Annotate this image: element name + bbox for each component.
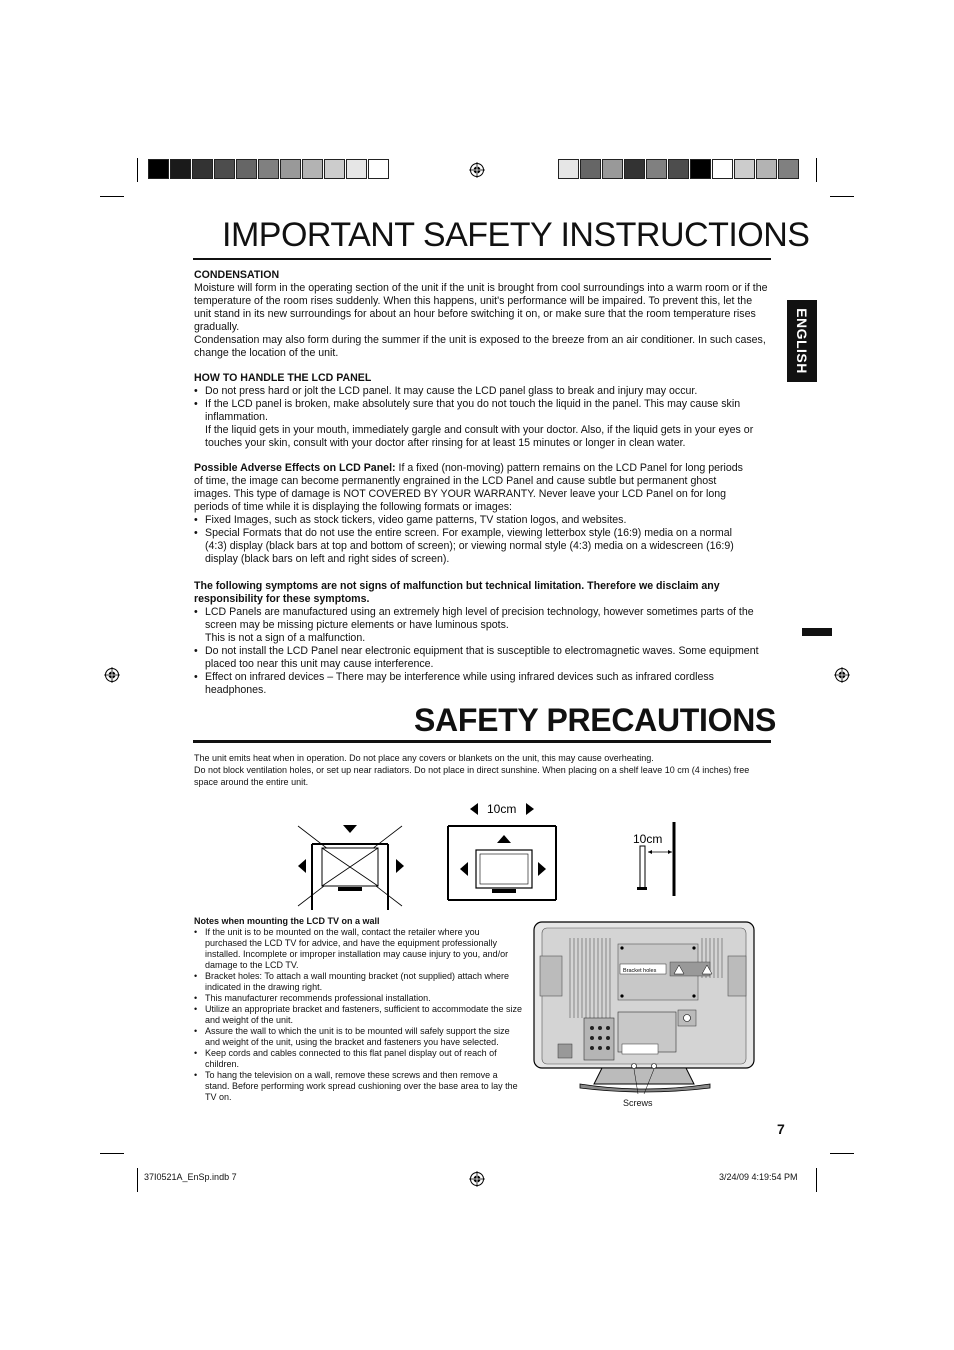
paragraph: Possible Adverse Effects on LCD Panel: If a fixed (non-moving) pattern remains on the LCD Panel for long periods of time, the image can become permanently engrained in the LCD Panel and cause subtle but permanent ghost images. This type of damage is NOT COVERED BY YOUR WARRANTY. Never leave your LCD Panel on for long periods of time while it is displaying the following formats or images: — [194, 462, 743, 513]
color-swatch — [580, 159, 601, 179]
lcd-handling-section — [194, 372, 774, 450]
section-marker — [802, 628, 832, 636]
list-item: • Special Formats that do not use the entire screen. For example, viewing letterbox style (16:9) media on a normal (4:3) display (black bars at top and bottom of screen); or viewing normal style (4:3) media on a widescreen (16:9) display (black bars on left and right sides of screen). — [194, 527, 750, 566]
color-swatch — [302, 159, 323, 179]
title-rule — [193, 258, 771, 260]
list-item: • Do not press hard or jolt the LCD panel. It may cause the LCD panel glass to break and injury may occur. — [194, 385, 774, 398]
list-item: • Fixed Images, such as stock tickers, video game patterns, TV station logos, and websites. — [194, 514, 750, 527]
color-swatch — [712, 159, 733, 179]
list-item: • This manufacturer recommends professional installation. — [194, 993, 524, 1004]
crop-mark — [830, 1153, 854, 1154]
color-swatch — [258, 159, 279, 179]
title-rule — [193, 740, 771, 743]
diagram-side — [633, 822, 674, 896]
crop-mark — [137, 1168, 138, 1192]
registration-mark-icon — [834, 667, 850, 683]
list-item: • LCD Panels are manufactured using an extremely high level of precision technology, however sometimes parts of the screen may be missing picture elements or have luminous spots. This is not a sign of a malfunction. — [194, 606, 772, 645]
language-tab: ENGLISH — [787, 300, 817, 382]
ventilation-diagrams — [290, 796, 710, 910]
crop-mark — [816, 158, 817, 182]
color-swatch — [690, 159, 711, 179]
section-heading: HOW TO HANDLE THE LCD PANEL — [194, 372, 372, 384]
color-swatch — [280, 159, 301, 179]
section-heading: CONDENSATION — [194, 269, 280, 281]
color-swatch — [646, 159, 667, 179]
symptoms-section — [194, 580, 772, 697]
color-swatch — [236, 159, 257, 179]
crop-mark — [137, 158, 138, 182]
tv-back-diagram — [532, 918, 756, 1096]
paragraph: Do not block ventilation holes, or set up near radiators. Do not place in direct sunshine. When placing on a shelf leave 10 cm (4 inches) free space around the entire unit. — [194, 765, 750, 787]
paragraph: Condensation may also form during the summer if the unit is exposed to the breeze from an air conditioner. In such cases, change the location of the unit. — [194, 334, 766, 359]
color-swatch — [668, 159, 689, 179]
crop-mark — [830, 196, 854, 197]
color-swatch — [148, 159, 169, 179]
screws-label: Screws — [623, 1098, 653, 1108]
color-swatch — [558, 159, 579, 179]
color-swatch — [324, 159, 345, 179]
color-swatch — [602, 159, 623, 179]
list-item: • Do not install the LCD Panel near electronic equipment that is susceptible to electromagnetic waves. Some equipment placed too near this unit may cause interference. — [194, 645, 772, 671]
page-title: IMPORTANT SAFETY INSTRUCTIONS — [222, 216, 810, 254]
paragraph: The unit emits heat when in operation. Do not place any covers or blankets on the unit, this may cause overheating. — [194, 753, 654, 763]
footer-timestamp: 3/24/09 4:19:54 PM — [719, 1172, 798, 1182]
registration-mark-icon — [469, 1171, 485, 1187]
clearance-label: 10cm — [633, 832, 663, 846]
list-item: • If the LCD panel is broken, make absolutely sure that you do not touch the liquid in the panel. This may cause skin inflammation. If the liquid gets in your mouth, immediately gargle and consult with your doctor. Also, if the liquid gets in your eyes or touches your skin, consult with your doctor after rinsing for at least 15 minutes or longer in clean water. — [194, 398, 774, 450]
section-title: SAFETY PRECAUTIONS — [414, 702, 777, 738]
page-number: 7 — [777, 1121, 785, 1137]
registration-mark-icon — [469, 162, 485, 178]
crop-mark — [816, 1168, 817, 1192]
list-item: • Keep cords and cables connected to this flat panel display out of reach of children. — [194, 1048, 524, 1070]
color-bar-left — [148, 159, 390, 181]
color-bar-right — [558, 159, 800, 181]
color-swatch — [624, 159, 645, 179]
list-item: • Assure the wall to which the unit is to be mounted will safely support the size and weight of the unit, using the bracket and fasteners you have selected. — [194, 1026, 524, 1048]
list-item: • To hang the television on a wall, remove these screws and then remove a stand. Before performing work spread cushioning over the base area to lay the TV on. — [194, 1070, 524, 1103]
diagram-clearance — [448, 802, 556, 900]
list-item: • Utilize an appropriate bracket and fasteners, sufficient to accommodate the size and weight of the unit. — [194, 1004, 524, 1026]
condensation-section — [194, 269, 772, 360]
footer-file: 37I0521A_EnSp.indb 7 — [144, 1172, 237, 1182]
color-swatch — [170, 159, 191, 179]
list-item: • If the unit is to be mounted on the wall, contact the retailer where you purchased the LCD TV for advice, and have the equipment professionally installed. Incomplete or improper installation may cause injury to you, and/or damage to the LCD TV. — [194, 927, 524, 971]
section-heading: The following symptoms are not signs of malfunction but technical limitation. Therefore we disclaim any responsibility for these symptoms. — [194, 580, 720, 605]
color-swatch — [368, 159, 389, 179]
crop-mark — [100, 196, 124, 197]
color-swatch — [756, 159, 777, 179]
paragraph: Moisture will form in the operating section of the unit if the unit is brought from cool surroundings into a warm room or if the temperature of the room rises suddenly. When this happens, unit's performance will be impaired. To prevent this, let the unit stand in its new surroundings for about an hour before switching it on, or make sure that the room temperature rises gradually. — [194, 282, 768, 333]
color-swatch — [346, 159, 367, 179]
section-heading: Notes when mounting the LCD TV on a wall — [194, 916, 380, 926]
list-item: • Bracket holes: To attach a wall mounting bracket (not supplied) attach where indicated in the drawing right. — [194, 971, 524, 993]
color-swatch — [214, 159, 235, 179]
color-swatch — [192, 159, 213, 179]
registration-mark-icon — [104, 667, 120, 683]
adverse-effects-section — [194, 462, 750, 566]
bracket-holes-label: Bracket holes — [623, 968, 657, 974]
clearance-label: 10cm — [487, 802, 517, 816]
list-item: • Effect on infrared devices – There may be interference while using infrared devices such as infrared cordless headphones. — [194, 671, 772, 697]
wall-mount-section — [194, 916, 524, 1103]
color-swatch — [734, 159, 755, 179]
precautions-text — [194, 752, 772, 788]
diagram-blocked — [298, 825, 404, 910]
color-swatch — [778, 159, 799, 179]
crop-mark — [100, 1153, 124, 1154]
